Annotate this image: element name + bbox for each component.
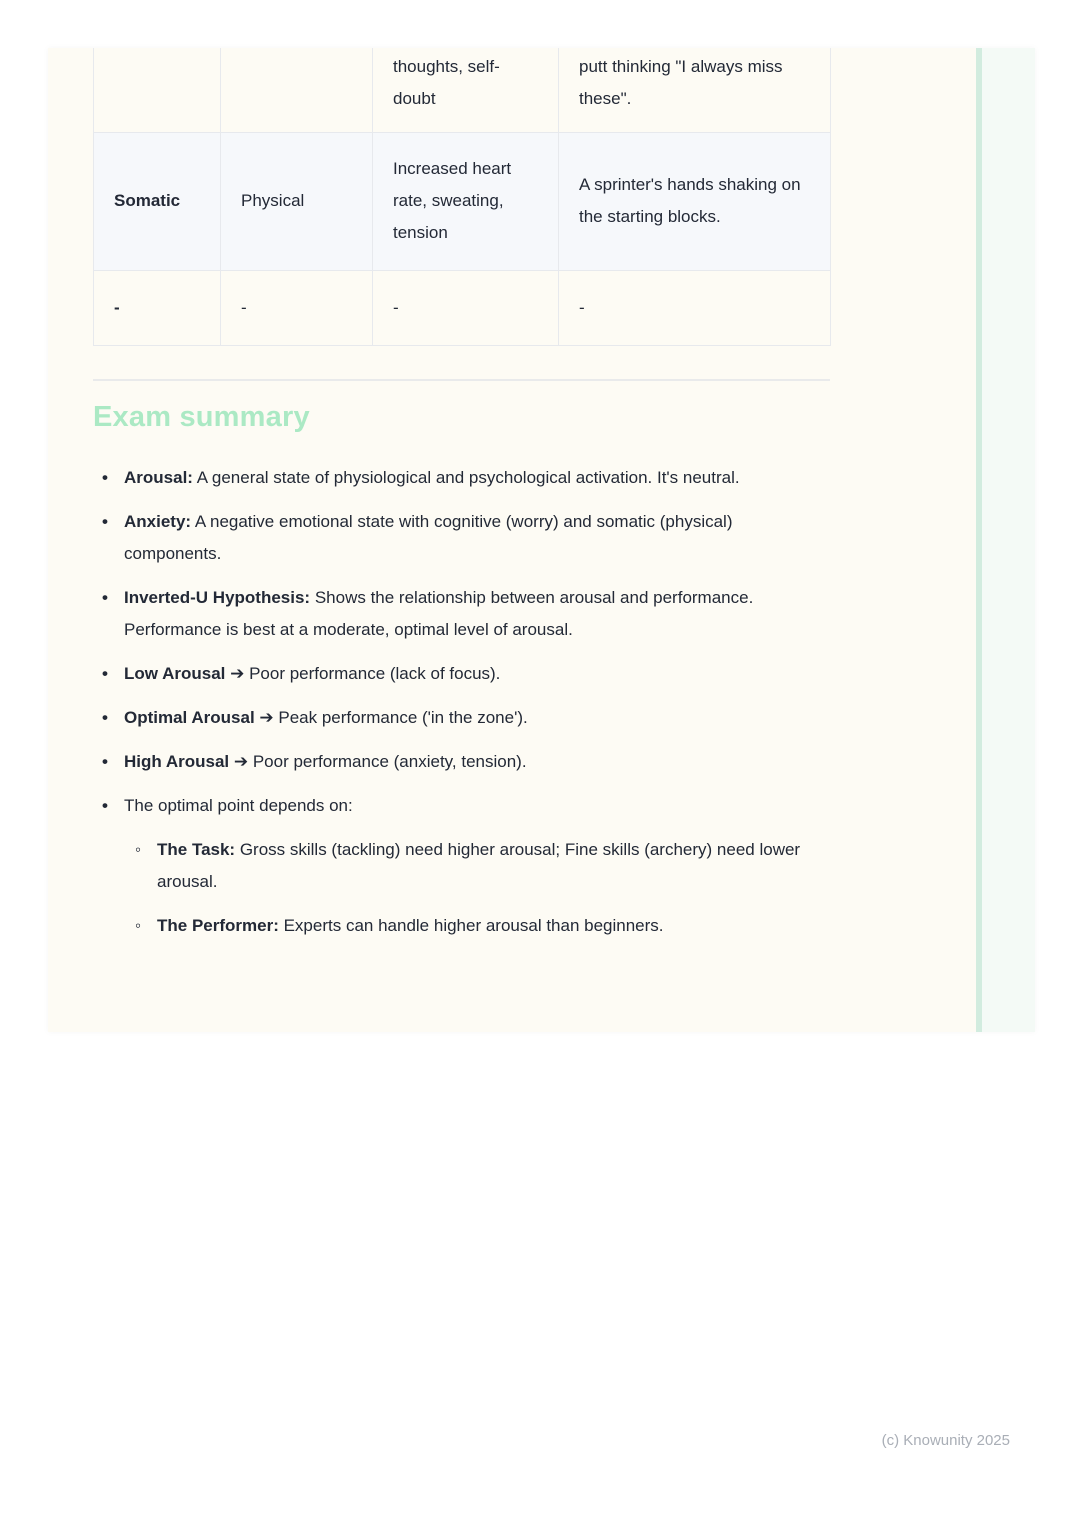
sub-list-item xyxy=(157,910,830,942)
list-item xyxy=(124,506,830,570)
sub-list xyxy=(124,834,830,942)
table-cell: - xyxy=(559,270,831,345)
table-cell: Increased heart rate, sweating, tension xyxy=(373,132,559,270)
table-row xyxy=(94,270,831,345)
table-cell xyxy=(221,48,373,132)
list-item-lead: The Task: xyxy=(157,839,236,859)
list-item-lead: High Arousal xyxy=(124,751,230,771)
footer-copyright: (c) Knowunity 2025 xyxy=(881,1432,1010,1449)
list-item-text: Experts can handle higher arousal than beginners. xyxy=(278,915,664,935)
list-item-lead: Optimal Arousal xyxy=(124,707,255,727)
list-item-text: Shows the relationship between arousal and performance. Performance is best at a moderate, optimal level of arousal. xyxy=(124,587,754,639)
content-area xyxy=(93,48,830,954)
sub-list-item xyxy=(157,834,830,898)
list-item-lead: The Performer: xyxy=(157,915,279,935)
list-item xyxy=(124,790,830,942)
table-cell: thoughts, self-doubt xyxy=(373,48,559,132)
list-item xyxy=(124,658,830,690)
list-item-lead: Inverted-U Hypothesis: xyxy=(124,587,311,607)
list-item-lead: Arousal: xyxy=(124,467,193,487)
summary-list xyxy=(93,462,830,942)
list-item-text: A negative emotional state with cognitive (worry) and somatic (physical) components. xyxy=(124,511,733,563)
exam-summary-heading: Exam summary xyxy=(93,400,310,433)
list-item-text: A general state of physiological and psychological activation. It's neutral. xyxy=(192,467,740,487)
table-cell: - xyxy=(373,270,559,345)
accent-strip xyxy=(982,48,1035,1032)
table-cell: Somatic xyxy=(94,132,221,270)
list-item-text: ➔ Peak performance ('in the zone'). xyxy=(254,707,528,727)
table-row xyxy=(94,132,831,270)
section-divider xyxy=(93,379,830,381)
list-item xyxy=(124,582,830,646)
list-item xyxy=(124,702,830,734)
table-cell: A sprinter's hands shaking on the starting blocks. xyxy=(559,132,831,270)
table-cell: putt thinking "I always miss these". xyxy=(559,48,831,132)
page-card xyxy=(48,48,1035,1032)
table-row xyxy=(94,48,831,132)
table-cell: - xyxy=(94,270,221,345)
table-cell xyxy=(94,48,221,132)
list-item-lead: Low Arousal xyxy=(124,663,226,683)
continuation-table xyxy=(93,48,831,346)
table-cell: Physical xyxy=(221,132,373,270)
list-item-lead: Anxiety: xyxy=(124,511,192,531)
list-item xyxy=(124,462,830,494)
list-item-text: The optimal point depends on: xyxy=(124,795,353,815)
table-cell: - xyxy=(221,270,373,345)
list-item-text: ➔ Poor performance (lack of focus). xyxy=(225,663,501,683)
list-item-text: ➔ Poor performance (anxiety, tension). xyxy=(229,751,527,771)
list-item-text: Gross skills (tackling) need higher arousal; Fine skills (archery) need lower arousal. xyxy=(157,839,801,891)
list-item xyxy=(124,746,830,778)
